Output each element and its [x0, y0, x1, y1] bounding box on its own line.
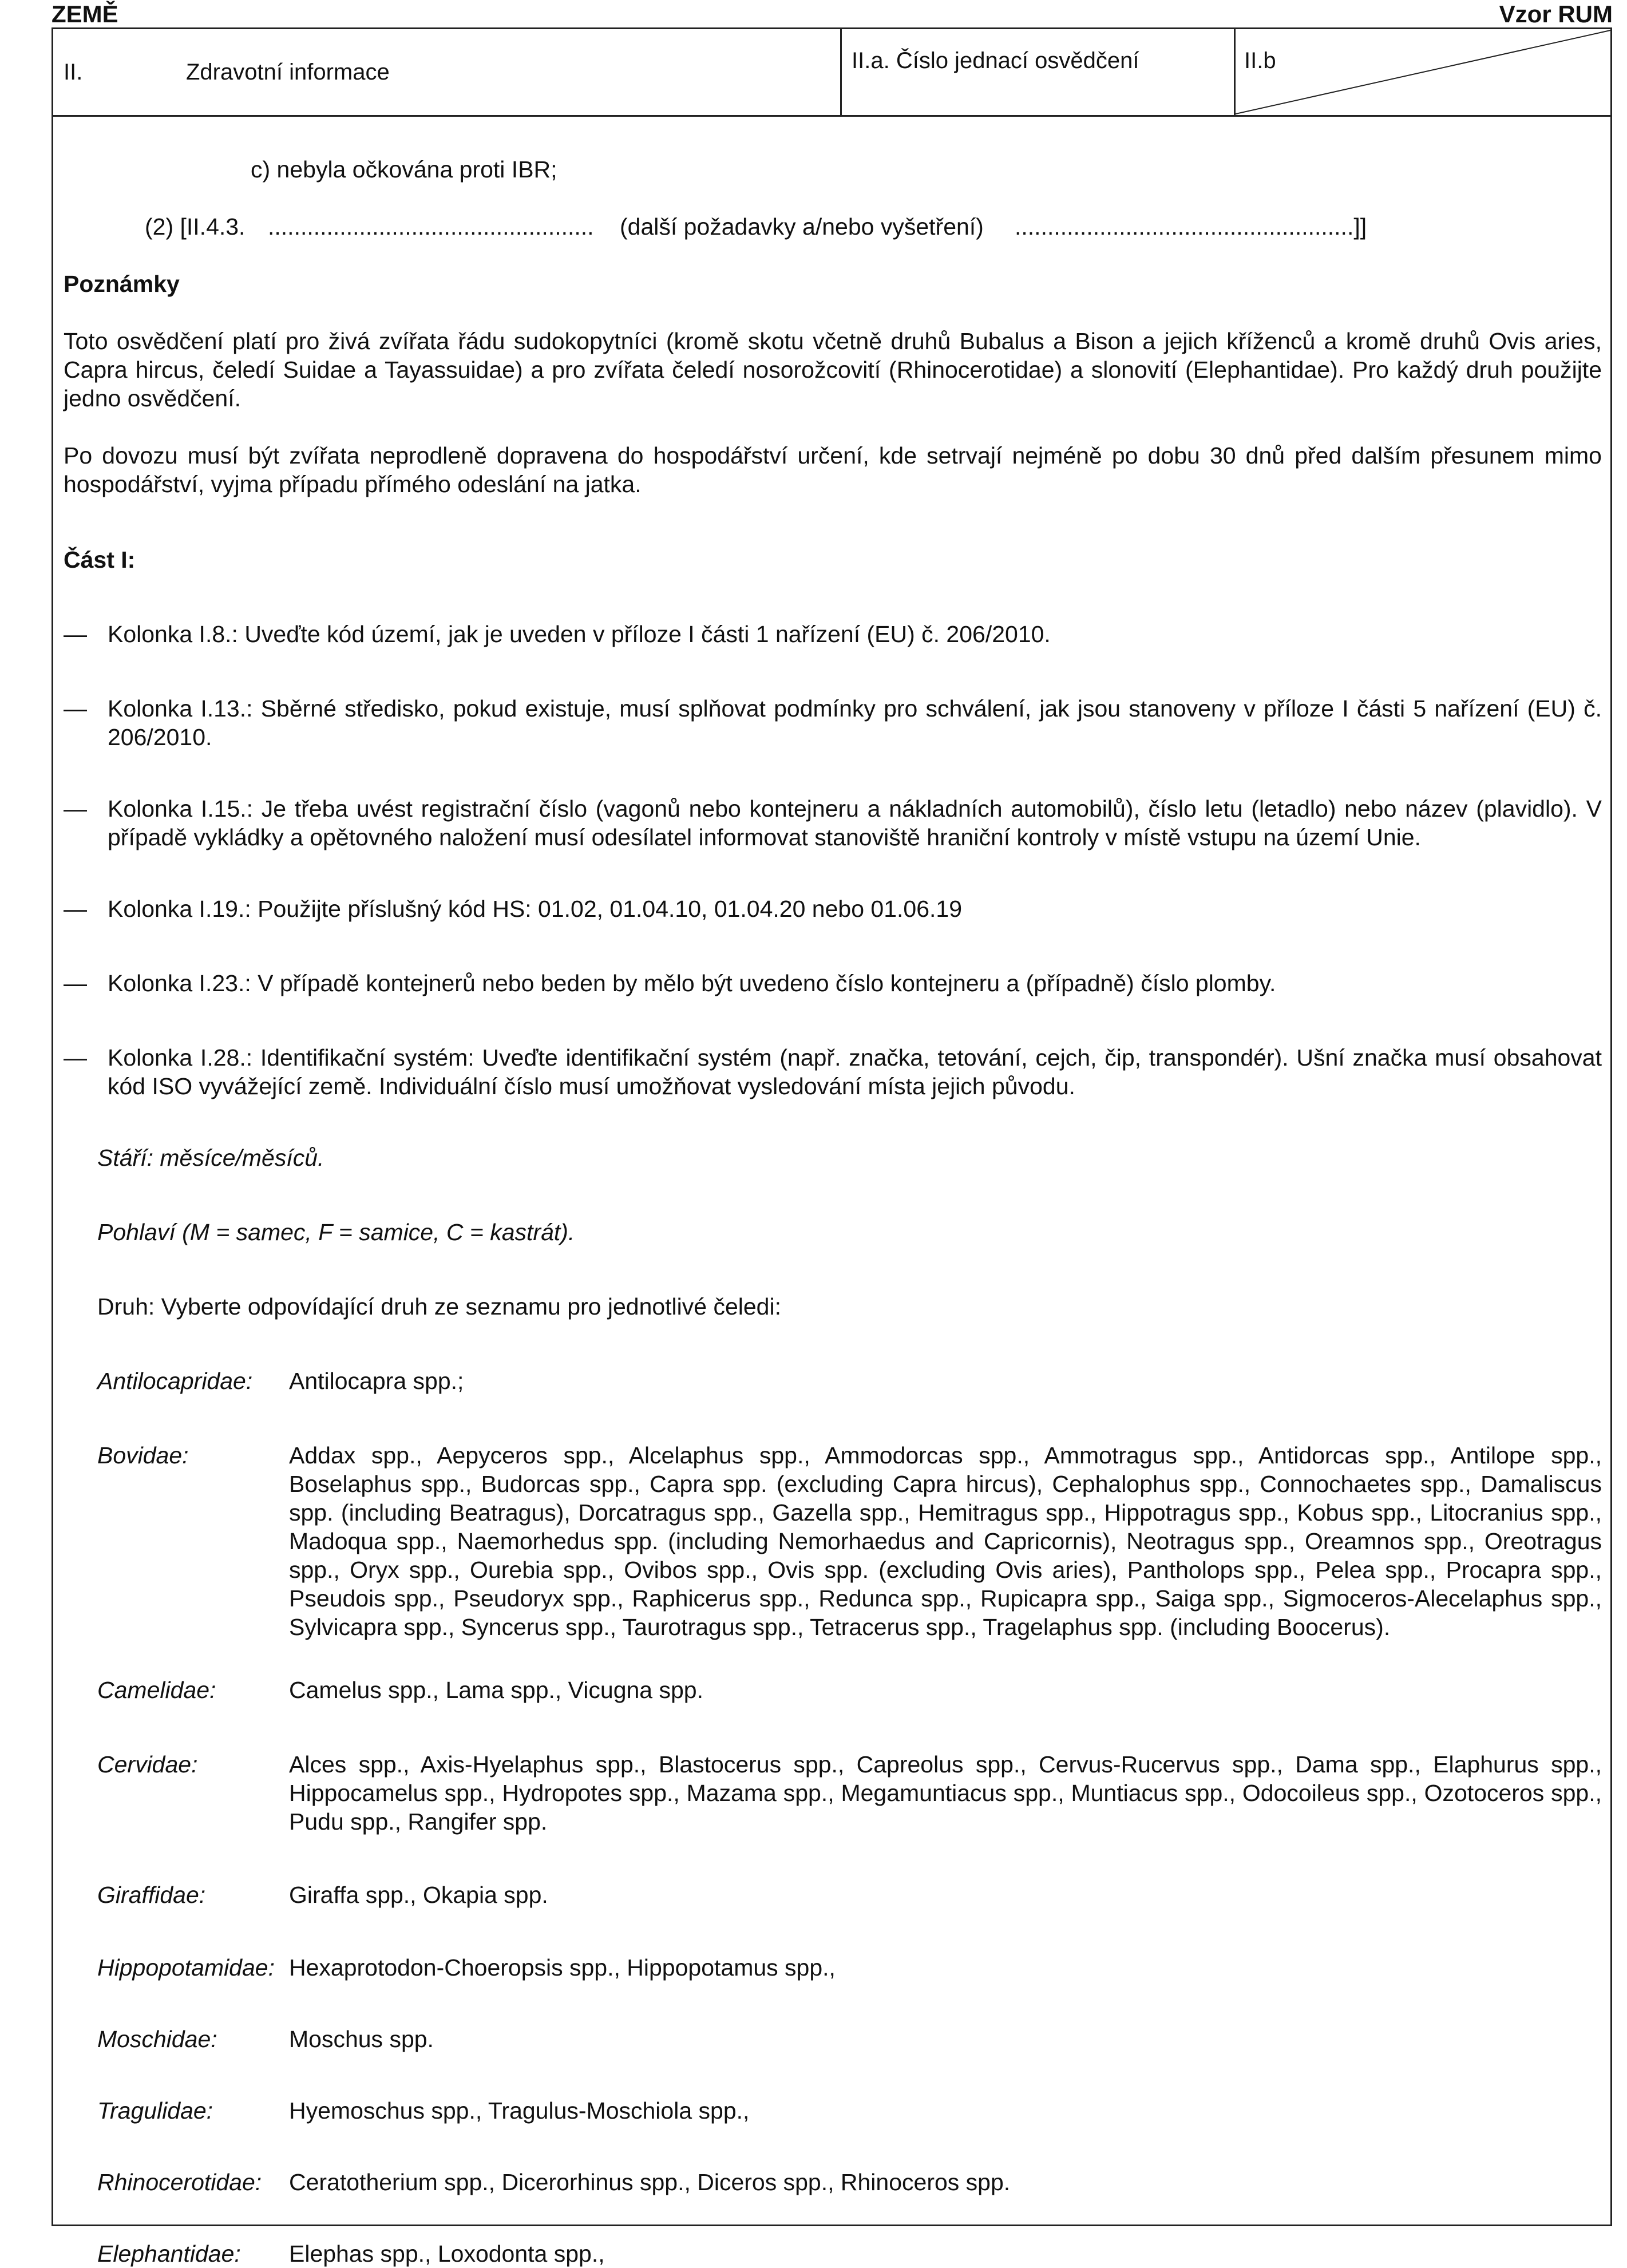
- family-name: Camelidae:: [97, 1677, 216, 1703]
- species-row-moschidae: [97, 2025, 1602, 2053]
- country-label: ZEMĚ: [52, 1, 118, 27]
- species-list: Hyemoschus spp., Tragulus-Moschiola spp.,: [289, 2097, 750, 2124]
- footnote-dots-2: ....................................................]]: [1015, 213, 1367, 240]
- species-row-hippopotamidae: [97, 1953, 1602, 1982]
- family-name: Tragulidae:: [97, 2097, 213, 2124]
- footnote-text: (další požadavky a/nebo vyšetření): [620, 213, 984, 240]
- bullet-text: Kolonka I.28.: Identifikační systém: Uveďte identifikační systém (např. značka, tetování, cejch, čip, transpondér). Ušní značka musí obsahovat kód ISO vyvážející země. Individuální číslo musí umožňovat vysledování místa jejich původu.: [108, 1044, 1602, 1099]
- bullet-box-i19: [64, 894, 1602, 923]
- bullet-box-i23: [64, 969, 1602, 998]
- reference-number-label: II.a. Číslo jednací osvědčení: [852, 48, 1139, 73]
- note-paragraph-2: Po dovozu musí být zvířata neprodleně dopravena do hospodářství určení, kde setrvají nejméně po dobu 30 dnů před dalším přesunem mimo hospodářství, vyjma případu přímého odeslání na jatka.: [64, 442, 1602, 497]
- bullet-text: Kolonka I.19.: Použijte příslušný kód HS: 01.02, 01.04.10, 01.04.20 nebo 01.06.19: [108, 896, 962, 922]
- species-row-cervidae: [97, 1750, 1602, 1836]
- bullet-box-i8: [64, 620, 1602, 648]
- family-name: Elephantidae:: [97, 2241, 241, 2267]
- sex-line: Pohlaví (M = samec, F = samice, C = kastrát).: [97, 1219, 575, 1245]
- notes-heading: Poznámky: [64, 271, 180, 297]
- species-list: Addax spp., Aepyceros spp., Alcelaphus spp., Ammodorcas spp., Ammotragus spp., Antidorcas spp., Antilope spp., Boselaphus spp., Budorcas spp., Capra spp. (excluding Capra hircus), Cephalophus spp., Connochaetes spp., Damaliscus spp. (including Beatragus), Dorcatragus spp., Gazella spp., Hemitragus spp., Hippotragus spp., Kobus spp., Litocranius spp., Madoqua spp., Naemorhedus spp. (including Nemorhaedus and Capricornis), Neotragus spp., Oreamnos spp., Oreotragus spp., Oryx spp., Ourebia spp., Ovibos spp., Ovis spp. (excluding Ovis aries), Pantholops spp., Pelea spp., Procapra spp., Pseudois spp., Pseudoryx spp., Raphicerus spp., Redunca spp., Rupicapra spp., Saiga spp., Sigmoceros-Alecelaphus spp., Sylvicapra spp., Syncerus spp., Taurotragus spp., Tetracerus spp., Tragelaphus spp. (including Boocerus).: [289, 1442, 1602, 1640]
- bullet-text: Kolonka I.23.: V případě kontejnerů nebo beden by mělo být uvedeno číslo kontejneru a (případně) číslo plomby.: [108, 970, 1276, 996]
- bullet-box-i28: [64, 1043, 1602, 1101]
- species-row-elephantidae: [97, 2239, 1602, 2268]
- note-paragraph-1: Toto osvědčení platí pro živá zvířata řádu sudokopytníci (kromě skotu včetně druhů Bubalus a Bison a jejich kříženců a kromě druhů Ovis aries, Capra hircus, čeledí Suidae a Tayassuidae) a pro zvířata čeledí nosorožcovití (Rhinocerotidae) a slonovití (Elephantidae). Pro každý druh použijte jedno osvědčení.: [64, 328, 1602, 411]
- dash-icon: —: [64, 970, 87, 996]
- bullet-text: Kolonka I.8.: Uveďte kód území, jak je uveden v příloze I části 1 nařízení (EU) č. 206/2010.: [108, 621, 1051, 647]
- species-row-rhinocerotidae: [97, 2168, 1602, 2196]
- species-list: Camelus spp., Lama spp., Vicugna spp.: [289, 1677, 703, 1703]
- item-c: c) nebyla očkována proti IBR;: [251, 156, 557, 183]
- iib-cell: [1236, 29, 1610, 115]
- footnote-ref: (2) [II.4.3.: [145, 213, 246, 240]
- species-list: Ceratotherium spp., Dicerorhinus spp., Diceros spp., Rhinoceros spp.: [289, 2169, 1011, 2195]
- species-list: Hexaprotodon-Choeropsis spp., Hippopotamus spp.,: [289, 1954, 836, 1981]
- reference-number-cell: [840, 29, 1236, 115]
- species-intro: Druh: Vyberte odpovídající druh ze seznamu pro jednotlivé čeledi:: [97, 1293, 781, 1320]
- age-line: Stáří: měsíce/měsíců.: [97, 1145, 324, 1171]
- dash-icon: —: [64, 896, 87, 922]
- family-name: Bovidae:: [97, 1442, 189, 1469]
- dash-icon: —: [64, 795, 87, 822]
- bullet-box-i15: [64, 794, 1602, 852]
- iib-label: II.b: [1244, 48, 1276, 73]
- family-name: Antilocapridae:: [97, 1368, 253, 1394]
- species-row-antilocapridae: [97, 1367, 1602, 1395]
- bullet-text: Kolonka I.15.: Je třeba uvést registrační číslo (vagonů nebo kontejneru a nákladních automobilů), číslo letu (letadlo) nebo název (plavidlo). V případě vykládky a opětovného naložení musí odesílatel informovat stanoviště hraniční kontroly v místě vstupu na území Unie.: [108, 795, 1602, 850]
- diagonal-line-icon: [1236, 29, 1610, 115]
- certificate-body: [53, 115, 1610, 2267]
- species-list: Moschus spp.: [289, 2026, 434, 2052]
- family-name: Giraffidae:: [97, 1882, 206, 1908]
- species-row-tragulidae: [97, 2096, 1602, 2125]
- species-list: Antilocapra spp.;: [289, 1368, 464, 1394]
- section-title-cell: [53, 29, 842, 115]
- section-header: [53, 29, 1610, 117]
- model-label: Vzor RUM: [1499, 1, 1613, 27]
- bullet-text: Kolonka I.13.: Sběrné středisko, pokud existuje, musí splňovat podmínky pro schválení, jak jsou stanoveny v příloze I části 5 nařízení (EU) č. 206/2010.: [108, 695, 1602, 750]
- species-row-camelidae: [97, 1676, 1602, 1704]
- species-list: Alces spp., Axis-Hyelaphus spp., Blastocerus spp., Capreolus spp., Cervus-Rucervus spp., Dama spp., Elaphurus spp., Hippocamelus spp., Hydropotes spp., Mazama spp., Megamuntiacus spp., Muntiacus spp., Odocoileus spp., Ozotoceros spp., Pudu spp., Rangifer spp.: [289, 1751, 1602, 1835]
- species-row-bovidae: [97, 1441, 1602, 1641]
- dash-icon: —: [64, 695, 87, 722]
- family-name: Cervidae:: [97, 1751, 198, 1778]
- section-title: Zdravotní informace: [186, 60, 390, 85]
- species-list: Giraffa spp., Okapia spp.: [289, 1882, 548, 1908]
- footnote-dots-1: ..................................................: [268, 213, 594, 240]
- section-number: II.: [64, 60, 83, 85]
- species-row-giraffidae: [97, 1881, 1602, 1909]
- certificate-frame: [52, 27, 1612, 2267]
- dash-icon: —: [64, 621, 87, 647]
- family-name: Hippopotamidae:: [97, 1954, 275, 1981]
- part1-heading: Část I:: [64, 547, 136, 573]
- bullet-box-i13: [64, 694, 1602, 751]
- species-list: Elephas spp., Loxodonta spp.,: [289, 2241, 605, 2267]
- family-name: Rhinocerotidae:: [97, 2169, 262, 2195]
- dash-icon: —: [64, 1044, 87, 1071]
- family-name: Moschidae:: [97, 2026, 217, 2052]
